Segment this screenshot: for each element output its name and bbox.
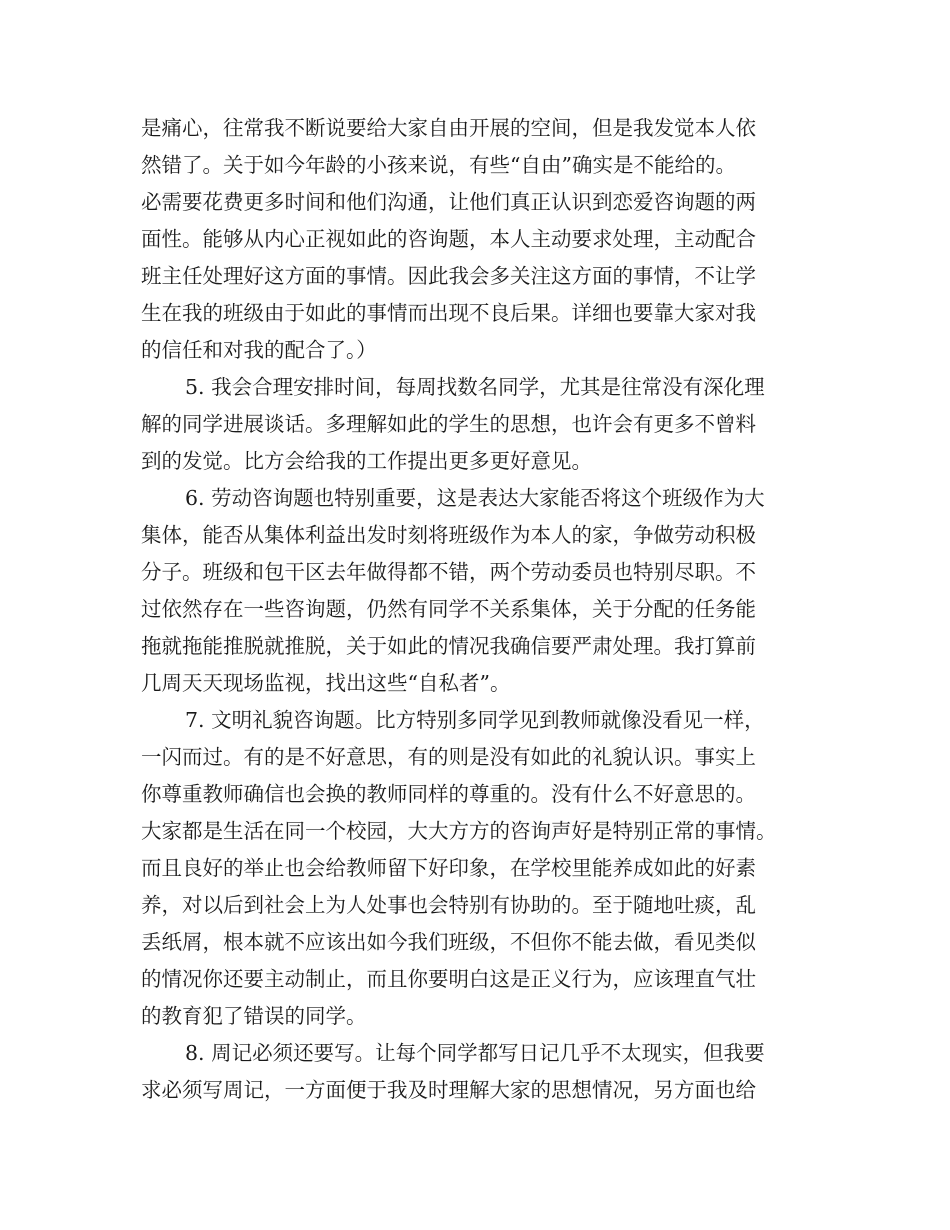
text-line: 到的发觉。比方会给我的工作提出更多更好意见。 bbox=[141, 449, 592, 473]
text-line: 分子。班级和包干区去年做得都不错，两个劳动委员也特别尽职。不 bbox=[141, 560, 756, 584]
text-line: 的教育犯了错误的同学。 bbox=[141, 1004, 367, 1028]
text-line: 过依然存在一些咨询题，仍然有同学不关系集体，关于分配的任务能 bbox=[141, 597, 756, 621]
text-line: 而且良好的举止也会给教师留下好印象，在学校里能养成如此的好素 bbox=[141, 856, 756, 880]
text-line: 班主任处理好这方面的事情。因此我会多关注这方面的事情，不让学 bbox=[141, 264, 756, 288]
text-line: 生在我的班级由于如此的事情而出现不良后果。详细也要靠大家对我 bbox=[141, 301, 756, 325]
text-line: 的信任和对我的配合了。） bbox=[141, 338, 377, 362]
text-line: 是痛心，往常我不断说要给大家自由开展的空间，但是我发觉本人依 bbox=[141, 116, 756, 140]
text-line: 求必须写周记，一方面便于我及时理解大家的思想情况，另方面也给 bbox=[141, 1078, 756, 1102]
text-line: 丢纸屑，根本就不应该出如今我们班级，不但你不能去做，看见类似 bbox=[141, 930, 756, 954]
text-line: 养，对以后到社会上为人处事也会特别有协助的。至于随地吐痰，乱 bbox=[141, 893, 756, 917]
text-line: 必需要花费更多时间和他们沟通，让他们真正认识到恋爱咨询题的两 bbox=[141, 190, 756, 214]
text-line: 然错了。关于如今年龄的小孩来说，有些“自由”确实是不能给的。 bbox=[141, 153, 736, 177]
text-line: 拖就拖能推脱就推脱，关于如此的情况我确信要严肃处理。我打算前 bbox=[141, 634, 756, 658]
text-line: 几周天天现场监视，找出这些“自私者”。 bbox=[141, 671, 511, 695]
paragraph-7-first-line: 7. 文明礼貌咨询题。比方特别多同学见到教师就像没看见一样， bbox=[185, 708, 765, 732]
paragraph-5-first-line: 5. 我会合理安排时间，每周找数名同学，尤其是往常没有深化理 bbox=[185, 375, 765, 399]
paragraph-6-first-line: 6. 劳动咨询题也特别重要，这是表达大家能否将这个班级作为大 bbox=[185, 486, 765, 510]
text-line: 你尊重教师确信也会换的教师同样的尊重的。没有什么不好意思的。 bbox=[141, 782, 756, 806]
text-line: 的情况你还要主动制止，而且你要明白这是正义行为，应该理直气壮 bbox=[141, 967, 756, 991]
paragraph-8-first-line: 8. 周记必须还要写。让每个同学都写日记几乎不太现实，但我要 bbox=[185, 1041, 765, 1065]
text-line: 一闪而过。有的是不好意思，有的则是没有如此的礼貌认识。事实上 bbox=[141, 745, 756, 769]
text-line: 集体，能否从集体利益出发时刻将班级作为本人的家，争做劳动积极 bbox=[141, 523, 756, 547]
text-line: 大家都是生活在同一个校园，大大方方的咨询声好是特别正常的事情。 bbox=[141, 819, 777, 843]
text-line: 面性。能够从内心正视如此的咨询题，本人主动要求处理，主动配合 bbox=[141, 227, 756, 251]
text-line: 解的同学进展谈话。多理解如此的学生的思想，也许会有更多不曾料 bbox=[141, 412, 756, 436]
